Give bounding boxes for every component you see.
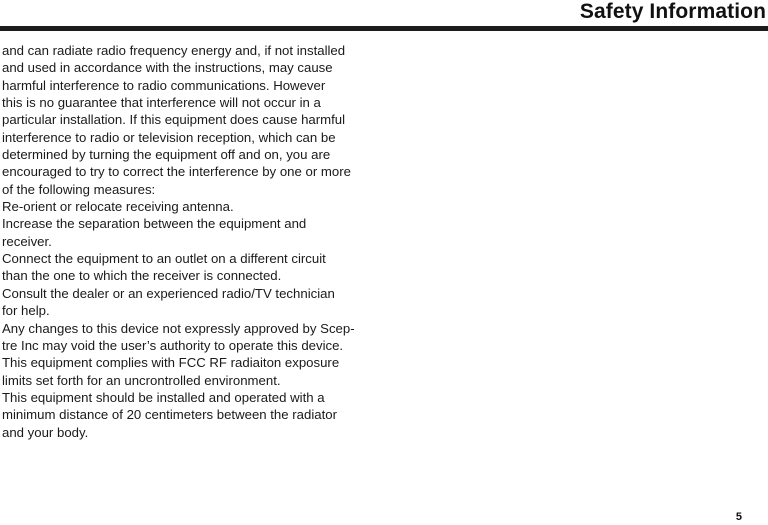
text-line: minimum distance of 20 centimeters between the radiator — [2, 407, 337, 423]
safety-text-block — [2, 42, 377, 441]
text-line: This equipment complies with FCC RF radiaiton exposure — [2, 355, 340, 371]
text-line: determined by turning the equipment off and on, you are — [2, 147, 331, 163]
text-line: and used in accordance with the instructions, may cause — [2, 60, 333, 76]
measure-item-separation-cont: receiver. — [2, 233, 52, 249]
text-line: tre Inc may void the user’s authority to operate this device. — [2, 337, 344, 353]
header-rule — [0, 26, 768, 31]
text-line: and can radiate radio frequency energy and, if not installed — [2, 43, 346, 58]
text-line: harmful interference to radio communications. However — [2, 77, 326, 93]
text-line: encouraged to try to correct the interference by one or more — [2, 164, 351, 180]
measure-item-outlet-cont: than the one to which the receiver is connected. — [2, 268, 282, 284]
text-line: This equipment should be installed and operated with a — [2, 389, 325, 405]
text-line: limits set forth for an uncrontrolled environment. — [2, 372, 281, 388]
page-header-title: Safety Information — [579, 0, 766, 23]
text-line: interference to radio or television reception, which can be — [2, 129, 336, 145]
text-line: Any changes to this device not expressly approved by Scep- — [2, 320, 355, 336]
page-number: 5 — [735, 511, 742, 523]
text-line: and your body. — [2, 424, 89, 440]
text-line: this is no guarantee that interference will not occur in a — [2, 95, 321, 111]
measure-item-outlet: Connect the equipment to an outlet on a different circuit — [2, 251, 326, 267]
measure-item-consult-cont: for help. — [2, 303, 50, 319]
measure-item-reorient: Re-orient or relocate receiving antenna. — [2, 199, 234, 215]
measure-item-separation: Increase the separation between the equipment and — [2, 216, 307, 232]
measure-item-consult: Consult the dealer or an experienced radio/TV technician — [2, 285, 335, 301]
text-line: particular installation. If this equipment does cause harmful — [2, 112, 346, 128]
text-line: of the following measures: — [2, 181, 156, 197]
